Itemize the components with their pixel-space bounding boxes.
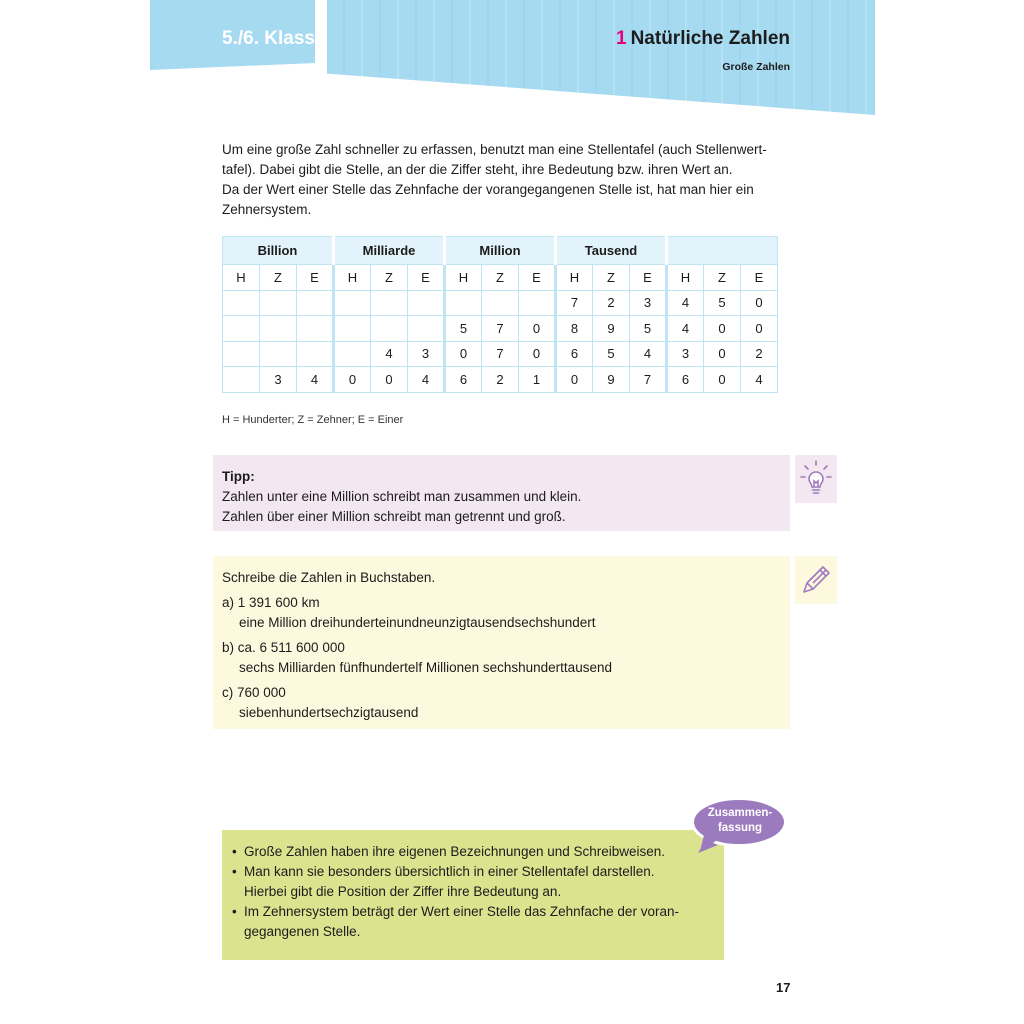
chapter-title bbox=[616, 28, 790, 50]
digit-cell bbox=[260, 290, 297, 316]
digit-cell: 2 bbox=[482, 367, 519, 393]
digit-cell: 0 bbox=[519, 316, 556, 342]
exercise-item bbox=[222, 683, 781, 723]
digit-cell: 8 bbox=[556, 316, 593, 342]
digit-cell bbox=[334, 316, 371, 342]
exercise-question: c) 760 000 bbox=[222, 685, 286, 700]
exercise-item bbox=[222, 638, 781, 678]
summary-badge bbox=[700, 806, 780, 836]
subheader-cell: H bbox=[223, 265, 260, 291]
digit-cell bbox=[445, 290, 482, 316]
subheader-cell: H bbox=[445, 265, 482, 291]
digit-cell: 4 bbox=[667, 316, 704, 342]
chapter-number: 1 bbox=[616, 28, 627, 49]
exercise-item bbox=[222, 593, 781, 633]
digit-cell bbox=[223, 290, 260, 316]
tipp-box bbox=[213, 455, 790, 531]
subheader-cell: Z bbox=[371, 265, 408, 291]
digit-cell: 0 bbox=[519, 341, 556, 367]
digit-cell: 4 bbox=[297, 367, 334, 393]
subheader-cell: Z bbox=[260, 265, 297, 291]
exercise-box bbox=[213, 556, 790, 729]
subheader-cell: H bbox=[667, 265, 704, 291]
subheader-cell: E bbox=[741, 265, 778, 291]
digit-cell: 4 bbox=[630, 341, 667, 367]
digit-cell: 7 bbox=[482, 316, 519, 342]
table-row bbox=[223, 290, 778, 316]
grade-label: 5./6. Klasse bbox=[222, 28, 326, 49]
digit-cell: 0 bbox=[556, 367, 593, 393]
digit-cell: 4 bbox=[741, 367, 778, 393]
group-milliarde: Milliarde bbox=[334, 237, 445, 265]
exercise-question: a) 1 391 600 km bbox=[222, 595, 320, 610]
digit-cell bbox=[223, 316, 260, 342]
digit-cell: 1 bbox=[519, 367, 556, 393]
digit-cell: 2 bbox=[741, 341, 778, 367]
digit-cell bbox=[223, 367, 260, 393]
digit-cell: 0 bbox=[741, 290, 778, 316]
intro-line: Zehnersystem. bbox=[222, 202, 312, 217]
subheader-cell: E bbox=[519, 265, 556, 291]
subheader-cell: H bbox=[556, 265, 593, 291]
digit-cell: 5 bbox=[704, 290, 741, 316]
digit-cell: 0 bbox=[704, 341, 741, 367]
summary-bullet: • Große Zahlen haben ihre eigenen Bezeichnungen und Schreibweisen. bbox=[232, 842, 704, 862]
subheader-cell: E bbox=[630, 265, 667, 291]
digit-cell: 3 bbox=[667, 341, 704, 367]
subheader-cell: Z bbox=[593, 265, 630, 291]
group-header-row bbox=[223, 237, 778, 265]
digit-cell: 4 bbox=[408, 367, 445, 393]
digit-cell: 7 bbox=[556, 290, 593, 316]
summary-bullet: • Im Zehnersystem beträgt der Wert einer Stelle das Zehnfache der voran- gegangenen Stelle. bbox=[232, 902, 704, 942]
exercise-answer: siebenhundertsechzigtausend bbox=[239, 705, 419, 720]
digit-cell: 0 bbox=[334, 367, 371, 393]
exercise-question: b) ca. 6 511 600 000 bbox=[222, 640, 345, 655]
subheader-cell: E bbox=[408, 265, 445, 291]
intro-line: Da der Wert einer Stelle das Zehnfache der vorangegangenen Stelle ist, hat man hier ein bbox=[222, 182, 754, 197]
pencil-icon bbox=[795, 556, 837, 604]
summary-badge-line: Zusammen- bbox=[707, 807, 773, 819]
digit-cell: 5 bbox=[630, 316, 667, 342]
tipp-line: Zahlen über einer Million schreibt man getrennt und groß. bbox=[222, 509, 566, 524]
digit-cell bbox=[297, 316, 334, 342]
summary-box bbox=[222, 830, 724, 960]
digit-cell: 9 bbox=[593, 367, 630, 393]
table-row bbox=[223, 316, 778, 342]
table-legend: H = Hunderter; Z = Zehner; E = Einer bbox=[222, 414, 404, 426]
group-units bbox=[667, 237, 778, 265]
digit-cell bbox=[334, 290, 371, 316]
digit-cell: 6 bbox=[667, 367, 704, 393]
digit-cell: 0 bbox=[704, 316, 741, 342]
group-tausend: Tausend bbox=[556, 237, 667, 265]
intro-line: Um eine große Zahl schneller zu erfassen, benutzt man eine Stellentafel (auch Stellenwert- bbox=[222, 142, 767, 157]
place-value-body bbox=[223, 265, 778, 393]
digit-cell bbox=[408, 290, 445, 316]
digit-cell bbox=[223, 341, 260, 367]
place-value-table bbox=[222, 236, 778, 393]
summary-bullet: • Man kann sie besonders übersichtlich in einer Stellentafel darstellen. Hierbei gibt die Position der Ziffer ihre Bedeutung an. bbox=[232, 862, 704, 902]
digit-cell: 6 bbox=[445, 367, 482, 393]
digit-cell: 0 bbox=[445, 341, 482, 367]
table-row bbox=[223, 367, 778, 393]
digit-cell: 3 bbox=[408, 341, 445, 367]
digit-cell bbox=[334, 341, 371, 367]
digit-cell bbox=[371, 316, 408, 342]
tipp-heading: Tipp: bbox=[222, 469, 255, 484]
digit-cell bbox=[297, 290, 334, 316]
subheader-cell: Z bbox=[704, 265, 741, 291]
section-title: Große Zahlen bbox=[722, 61, 790, 73]
tipp-line: Zahlen unter eine Million schreibt man zusammen und klein. bbox=[222, 489, 582, 504]
subheader-cell: Z bbox=[482, 265, 519, 291]
header-band-main bbox=[327, 0, 875, 115]
digit-cell: 5 bbox=[445, 316, 482, 342]
digit-cell: 2 bbox=[593, 290, 630, 316]
digit-cell bbox=[260, 341, 297, 367]
digit-cell bbox=[371, 290, 408, 316]
digit-cell: 4 bbox=[667, 290, 704, 316]
digit-cell bbox=[482, 290, 519, 316]
exercise-instruction: Schreibe die Zahlen in Buchstaben. bbox=[222, 570, 436, 585]
digit-cell: 0 bbox=[371, 367, 408, 393]
digit-cell bbox=[297, 341, 334, 367]
digit-cell: 4 bbox=[371, 341, 408, 367]
page-number: 17 bbox=[776, 980, 791, 995]
digit-cell: 5 bbox=[593, 341, 630, 367]
exercise-answer: eine Million dreihunderteinundneunzigtausendsechshundert bbox=[239, 615, 596, 630]
digit-cell: 7 bbox=[482, 341, 519, 367]
chapter-title-text: Natürliche Zahlen bbox=[630, 28, 790, 49]
digit-cell: 9 bbox=[593, 316, 630, 342]
intro-line: tafel). Dabei gibt die Stelle, an der die Ziffer steht, ihre Bedeutung bzw. ihren Wert an. bbox=[222, 162, 733, 177]
intro-text bbox=[222, 140, 792, 220]
subheader-row bbox=[223, 265, 778, 291]
subheader-cell: E bbox=[297, 265, 334, 291]
exercise-answer: sechs Milliarden fünfhundertelf Millionen sechshunderttausend bbox=[239, 660, 612, 675]
digit-cell bbox=[408, 316, 445, 342]
summary-badge-line: fassung bbox=[717, 822, 763, 834]
lightbulb-icon bbox=[795, 455, 837, 503]
digit-cell: 3 bbox=[630, 290, 667, 316]
digit-cell: 0 bbox=[704, 367, 741, 393]
digit-cell: 0 bbox=[741, 316, 778, 342]
digit-cell bbox=[519, 290, 556, 316]
group-billion: Billion bbox=[223, 237, 334, 265]
digit-cell: 3 bbox=[260, 367, 297, 393]
summary-list bbox=[232, 842, 704, 942]
digit-cell bbox=[260, 316, 297, 342]
digit-cell: 6 bbox=[556, 341, 593, 367]
subheader-cell: H bbox=[334, 265, 371, 291]
table-row bbox=[223, 341, 778, 367]
digit-cell: 7 bbox=[630, 367, 667, 393]
group-million: Million bbox=[445, 237, 556, 265]
